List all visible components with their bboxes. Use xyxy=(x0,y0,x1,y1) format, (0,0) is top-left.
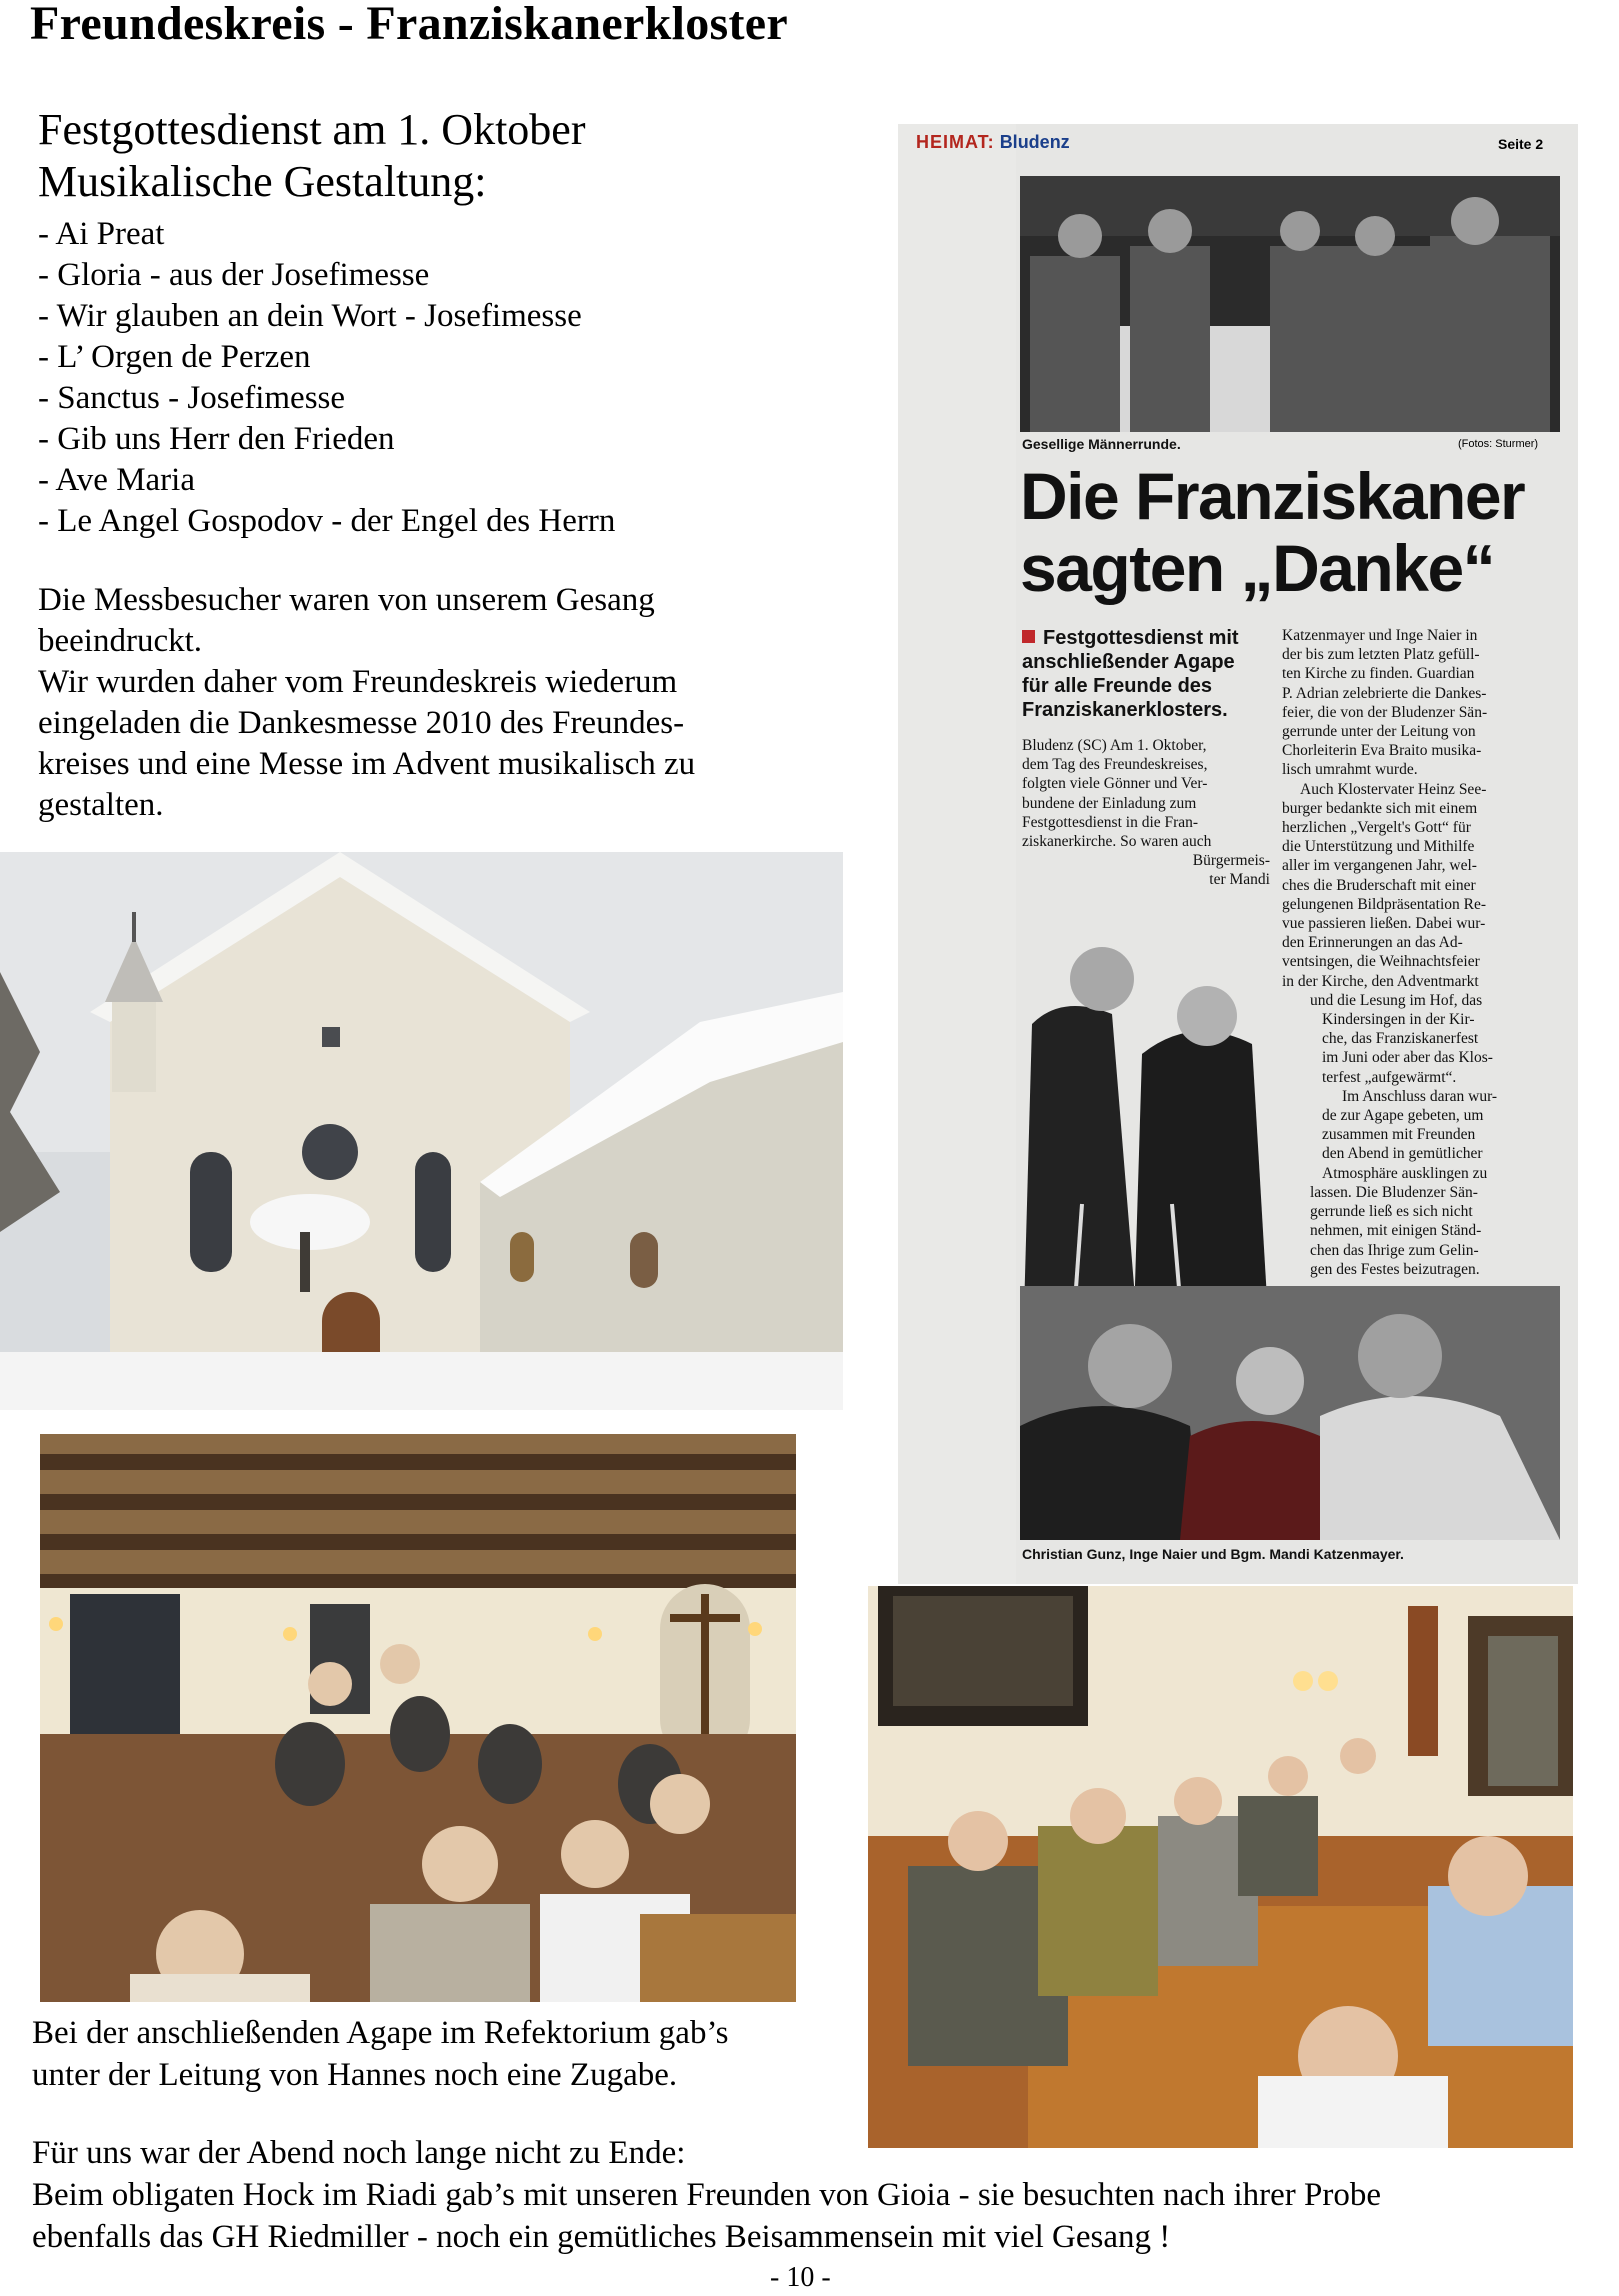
closing-paragraph xyxy=(32,2132,1612,2258)
program-item: - Le Angel Gospodov - der Engel des Herrn xyxy=(38,503,616,539)
newspaper-text-line: Katzenmayer und Inge Naier in xyxy=(1282,627,1478,644)
refectory-photo xyxy=(40,1434,796,2002)
newspaper-text-line: ter Mandi xyxy=(1209,871,1270,889)
newspaper-text-line: gerrunde ließ es sich nicht xyxy=(1310,1203,1473,1221)
newspaper-lead xyxy=(1022,626,1292,722)
newspaper-text-line: Auch Klostervater Heinz See- xyxy=(1300,780,1487,798)
restaurant-photo xyxy=(868,1586,1573,2148)
intro-line: eingeladen die Dankesmesse 2010 des Freundes- xyxy=(38,705,685,741)
newspaper-text-line: Bludenz (SC) Am 1. Oktober, xyxy=(1022,737,1207,754)
newspaper-text-line: folgten viele Gönner und Ver- xyxy=(1022,775,1208,793)
newspaper-text-line: und die Lesung im Hof, das xyxy=(1310,991,1483,1009)
newspaper-text-line: im Juni oder aber das Klos- xyxy=(1322,1049,1493,1067)
newspaper-photo-trio xyxy=(1020,1286,1560,1540)
program-heading-line-1: Festgottesdienst am 1. Oktober xyxy=(38,105,586,154)
newspaper-region: Bludenz xyxy=(999,132,1070,152)
program-item: - L’ Orgen de Perzen xyxy=(38,339,311,375)
newspaper-text-line: in der Kirche, den Adventmarkt xyxy=(1282,972,1479,990)
newspaper-text-line: Chorleiterin Eva Braito musika- xyxy=(1282,742,1482,760)
newspaper-headline xyxy=(1020,460,1524,604)
newspaper-text-line: nehmen, mit einigen Ständ- xyxy=(1310,1222,1482,1240)
intro-paragraph xyxy=(38,580,695,826)
newspaper-text-line: Bürgermeis- xyxy=(1192,852,1270,870)
intro-line: Die Messbesucher waren von unserem Gesang xyxy=(38,582,655,618)
newspaper-text-line: ziskanerkirche. So waren auch xyxy=(1022,833,1212,851)
intro-line: beeindruckt. xyxy=(38,623,203,659)
newspaper-text-line: gerrunde unter der Leitung von xyxy=(1282,723,1476,741)
newspaper-lead-line xyxy=(1022,626,1292,650)
newspaper-text-line: che, das Franziskanerfest xyxy=(1322,1030,1479,1048)
newspaper-lead-line: anschließender Agape xyxy=(1022,651,1235,673)
newspaper-text-line: bundene der Einladung zum xyxy=(1022,794,1197,812)
newspaper-text-line: Kindersingen in der Kir- xyxy=(1322,1011,1475,1029)
newspaper-text-line: Festgottesdienst in die Fran- xyxy=(1022,813,1199,831)
newspaper-text-line: terfest „aufgewärmt“. xyxy=(1322,1068,1457,1086)
program-item: - Ave Maria xyxy=(38,462,195,498)
newspaper-text-line: aller im vergangenen Jahr, wel- xyxy=(1282,857,1477,875)
newspaper-photo-men xyxy=(1020,176,1560,432)
newspaper-header xyxy=(916,132,1070,153)
church-photo xyxy=(0,852,843,1410)
program-item: - Wir glauben an dein Wort - Josefimesse xyxy=(38,298,582,334)
agape-line: unter der Leitung von Hannes noch eine Zugabe. xyxy=(32,2057,678,2093)
newspaper-text-line: den Erinnerungen an das Ad- xyxy=(1282,934,1463,952)
agape-line: Bei der anschließenden Agape im Refektorium gab’s xyxy=(32,2015,729,2051)
newspaper-text-line: Im Anschluss daran wur- xyxy=(1342,1087,1498,1105)
newspaper-lead-line-text: Festgottesdienst mit xyxy=(1043,627,1239,649)
newspaper-text-line: die Unterstützung und Mithilfe xyxy=(1282,838,1475,856)
newspaper-text-line: feier, die von der Bludenzer Sän- xyxy=(1282,703,1488,721)
newspaper-headline-line-1: Die Franziskaner xyxy=(1020,459,1525,533)
newspaper-text-line: burger bedankte sich mit einem xyxy=(1282,799,1478,817)
program-item: - Gloria - aus der Josefimesse xyxy=(38,257,430,293)
closing-line: Für uns war der Abend noch lange nicht zu Ende: xyxy=(32,2135,686,2171)
newspaper-text-line: vue passieren ließen. Dabei wur- xyxy=(1282,915,1486,933)
newspaper-text-line: P. Adrian zelebrierte die Dankes- xyxy=(1282,684,1487,702)
newspaper-headline-line-2: sagten „Danke“ xyxy=(1020,531,1495,605)
program-item: - Sanctus - Josefimesse xyxy=(38,380,346,416)
newspaper-text-line: der bis zum letzten Platz gefüll- xyxy=(1282,646,1480,664)
newspaper-text-line: de zur Agape gebeten, um xyxy=(1322,1107,1484,1125)
newspaper-clipping xyxy=(898,124,1578,1584)
page-title: Freundeskreis - Franziskanerkloster xyxy=(30,0,789,50)
closing-line: ebenfalls das GH Riedmiller - noch ein gemütliches Beisammensein mit viel Gesang ! xyxy=(32,2219,1171,2255)
newspaper-lead-line: für alle Freunde des xyxy=(1022,675,1213,697)
intro-line: gestalten. xyxy=(38,787,164,823)
newspaper-photo-credit: (Fotos: Sturmer) xyxy=(1458,438,1539,450)
red-square-icon xyxy=(1022,630,1035,643)
program-list xyxy=(38,214,615,542)
newspaper-column-1 xyxy=(1022,736,1270,890)
newspaper-text-line: herzlichen „Vergelt's Gott“ für xyxy=(1282,819,1471,837)
newspaper-photo-caption-3: Christian Gunz, Inge Naier und Bgm. Mandi Katzenmayer. xyxy=(1022,1546,1404,1562)
newspaper-text-line: Atmosphäre ausklingen zu xyxy=(1322,1164,1488,1182)
newspaper-text-line: ten Kirche zu finden. Guardian xyxy=(1282,665,1475,683)
newspaper-text-line: lassen. Die Bludenzer Sän- xyxy=(1310,1183,1478,1201)
newspaper-column-2 xyxy=(1282,626,1554,1279)
newspaper-photo-caption-1: Gesellige Männerrunde. xyxy=(1022,436,1181,452)
agape-paragraph xyxy=(32,2012,728,2096)
newspaper-text-line: den Abend in gemütlicher xyxy=(1322,1145,1483,1163)
program-heading xyxy=(38,104,586,208)
newspaper-text-line: dem Tag des Freundeskreises, xyxy=(1022,756,1208,774)
newspaper-text-line: ventsingen, die Weihnachtsfeier xyxy=(1282,953,1480,971)
program-item: - Gib uns Herr den Frieden xyxy=(38,421,395,457)
closing-line: Beim obligaten Hock im Riadi gab’s mit unseren Freunden von Gioia - sie besuchten nach ihrer Probe xyxy=(32,2177,1382,2213)
newspaper-text-line: ches die Bruderschaft mit einer xyxy=(1282,876,1476,894)
newspaper-text-line: gen des Festes beizutragen. xyxy=(1310,1260,1480,1278)
newspaper-text-line: chen das Ihrige zum Gelin- xyxy=(1310,1241,1479,1259)
newspaper-text-line: zusammen mit Freunden xyxy=(1322,1126,1476,1144)
program-item: - Ai Preat xyxy=(38,216,165,252)
newspaper-text-line: gelungenen Bildpräsentation Re- xyxy=(1282,895,1487,913)
intro-line: Wir wurden daher vom Freundeskreis wiederum xyxy=(38,664,678,700)
newspaper-text-line: lisch umrahmt wurde. xyxy=(1282,761,1418,779)
program-heading-line-2: Musikalische Gestaltung: xyxy=(38,157,487,206)
newspaper-page-label: Seite 2 xyxy=(1498,136,1544,152)
page-number: - 10 - xyxy=(770,2262,831,2293)
newspaper-lead-line: Franziskanerklosters. xyxy=(1022,699,1228,721)
newspaper-section: HEIMAT: xyxy=(916,132,995,152)
intro-line: kreises und eine Messe im Advent musikalisch zu xyxy=(38,746,696,782)
